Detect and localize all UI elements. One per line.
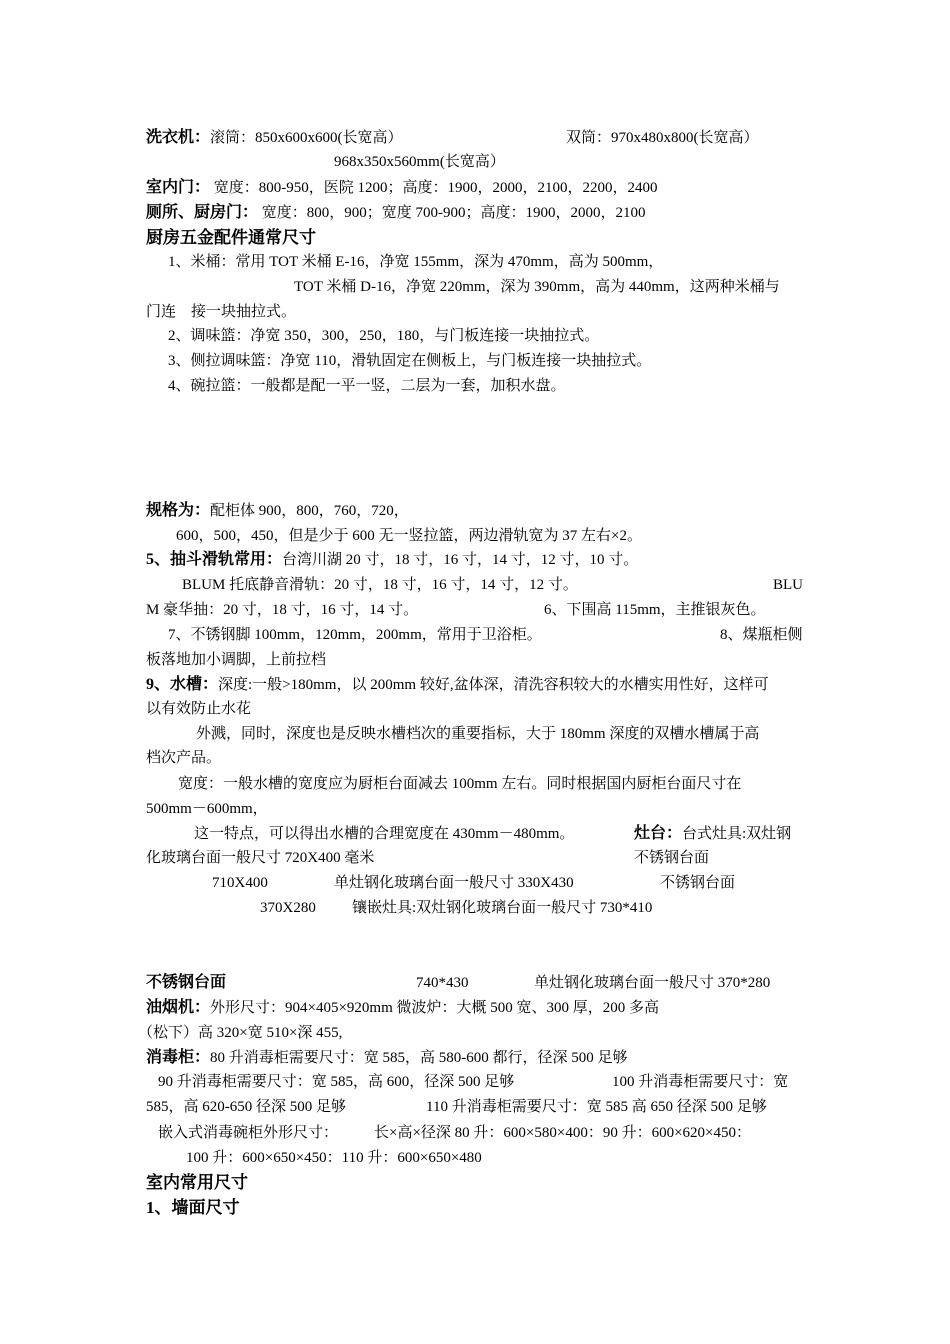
- hood-l2: （松下）高 320×宽 510×深 455,: [138, 1025, 343, 1041]
- item-7: 7、不锈钢脚 100mm，120mm，200mm，常用于卫浴柜。: [168, 627, 542, 643]
- hood-line-1: [146, 996, 810, 1020]
- cabinet-l2b: 100 升消毒柜需要尺寸：宽: [612, 1074, 789, 1090]
- hood-l1: 外形尺寸：904×405×920mm 微波炉：大概 500 宽、300 厚，200 多高: [210, 1000, 660, 1016]
- washer-label: 洗衣机：: [146, 129, 211, 146]
- cabinet-label: 消毒柜：: [146, 1049, 211, 1066]
- item-7-line: [168, 623, 832, 647]
- sink-l2: 以有效防止水花: [146, 701, 252, 717]
- sink-l1: 深度:一般>180mm，以 200mm 较好,盆体深，清洗容积较大的水槽实用性好，这样可: [218, 677, 769, 693]
- toilet-door-text: 宽度：800，900；宽度 700-900；高度：1900，2000，2100: [261, 205, 646, 221]
- cabinet-l4a: 嵌入式消毒碗柜外形尺寸：: [158, 1125, 339, 1141]
- steel-a: 740*430: [416, 975, 469, 991]
- stove-label: 灶台：: [634, 825, 683, 842]
- rice-line-1: 1、米桶：常用 TOT 米桶 E-16，净宽 155mm，深为 470mm，高为 500mm，: [168, 254, 664, 270]
- sink-l4: 档次产品。: [146, 750, 222, 766]
- stove-l2b: 不锈钢台面: [634, 850, 710, 866]
- stove-line-2: [146, 846, 810, 870]
- cabinet-line-3: [146, 1095, 810, 1119]
- sink-l7: 这一特点，可以得出水槽的合理宽度在 430mm－480mm。: [194, 826, 575, 842]
- sink-stove-line: [194, 822, 858, 846]
- washer-third: 968x350x560mm(长宽高）: [334, 154, 505, 170]
- item-6: 6、下围高 115mm，主推银灰色。: [544, 602, 766, 618]
- sink-l6: 500mm－600mm，: [146, 801, 268, 817]
- spec-line: [146, 499, 810, 523]
- indoor-door-text: 宽度：800-950，医院 1200；高度：1900，2000，2100，2200，2400: [213, 180, 658, 196]
- stove-l4a: 370X280: [260, 900, 316, 916]
- drawer-label: 5、抽斗滑轨常用：: [146, 551, 283, 568]
- spec-text-2: 600，500，450，但是少于 600 无一竖拉篮，两边滑轨宽为 37 左右×2。: [176, 528, 642, 544]
- blum-text-1: BLUM 托底静音滑轨：20 寸，18 寸，16 寸，14 寸，12 寸。: [182, 577, 578, 593]
- blum-text-2: M 豪华抽：20 寸，18 寸，16 寸，14 寸。: [146, 602, 419, 618]
- spec-text-1: 配柜体 900，800，760，720，: [210, 503, 409, 519]
- cabinet-l4b: 长×高×径深 80 升：600×580×400：90 升：600×620×450：: [374, 1125, 752, 1141]
- cabinet-l3b: 110 升消毒柜需要尺寸：宽 585 高 650 径深 500 足够: [426, 1099, 767, 1115]
- steel-line: [146, 971, 810, 995]
- item-4: 4、碗拉篮：一般都是配一平一竖，二层为一套，加积水盘。: [168, 378, 566, 394]
- sink-line-1: [146, 673, 810, 697]
- item-8b: 板落地加小调脚，上前拉档: [146, 652, 327, 668]
- item-3: 3、侧拉调味篮：净宽 110，滑轨固定在侧板上，与门板连接一块抽拉式。: [168, 353, 652, 369]
- blum-line: [182, 573, 846, 597]
- indoor-door-line: [146, 176, 810, 200]
- drawer-text: 台湾川湖 20 寸，18 寸，16 寸，14 寸，12 寸，10 寸。: [282, 552, 639, 568]
- item-2: 2、调味篮：净宽 350，300，250，180，与门板连接一块抽拉式。: [168, 328, 600, 344]
- spec-label: 规格为：: [146, 502, 211, 519]
- indoor-subtitle: 1、墙面尺寸: [146, 1198, 240, 1217]
- rice-line-3: 门连 接一块抽拉式。: [146, 304, 297, 320]
- cabinet-l2a: 90 升消毒柜需要尺寸：宽 585，高 600，径深 500 足够: [158, 1074, 515, 1090]
- sink-l3: 外溅，同时，深度也是反映水槽档次的重要指标，大于 180mm 深度的双槽水槽属于高: [196, 726, 760, 742]
- washer-line: [146, 126, 810, 150]
- sink-label: 9、水槽：: [146, 676, 219, 693]
- indoor-door-label: 室内门：: [146, 179, 211, 196]
- stove-l2: 化玻璃台面一般尺寸 720X400 毫米: [146, 850, 375, 866]
- toilet-door-line: [146, 201, 810, 225]
- steel-b: 单灶钢化玻璃台面一般尺寸 370*280: [534, 975, 771, 991]
- item-8a: 8、煤瓶柜侧: [720, 627, 803, 643]
- hood-label: 油烟机：: [146, 999, 211, 1016]
- toilet-door-label: 厕所、厨房门：: [146, 204, 259, 221]
- sink-l5: 宽度：一般水槽的宽度应为厨柜台面减去 100mm 左右。同时根据国内厨柜台面尺寸在: [178, 776, 742, 792]
- stove-first: [634, 822, 791, 846]
- indoor-title: 室内常用尺寸: [146, 1173, 248, 1192]
- stove-l4b: 镶嵌灶具:双灶钢化玻璃台面一般尺寸 730*410: [352, 900, 653, 916]
- cabinet-l5: 100 升：600×650×450：110 升：600×650×480: [186, 1150, 482, 1166]
- cabinet-l1: 80 升消毒柜需要尺寸：宽 585，高 580-600 都行，径深 500 足够: [210, 1050, 628, 1066]
- cabinet-l3a: 585，高 620-650 径深 500 足够: [146, 1099, 346, 1115]
- stove-l3b: 单灶钢化玻璃台面一般尺寸 330X430: [334, 875, 574, 891]
- washer-drum: 滚筒：850x600x600(长宽高）: [210, 130, 403, 146]
- cabinet-line-2: [158, 1070, 822, 1094]
- hardware-title: 厨房五金配件通常尺寸: [146, 228, 316, 247]
- stove-l1: 台式灶具:双灶钢: [682, 826, 792, 842]
- blum-line-2: [146, 598, 810, 622]
- steel-label: 不锈钢台面: [146, 974, 227, 991]
- cabinet-line-1: [146, 1046, 810, 1070]
- cabinet-line-4: [158, 1121, 822, 1145]
- stove-l3a: 710X400: [212, 875, 268, 891]
- blum-split: BLU: [773, 577, 803, 593]
- washer-twin: 双筒：970x480x800(长宽高）: [566, 130, 759, 146]
- stove-l3c: 不锈钢台面: [660, 875, 736, 891]
- rice-line-2: TOT 米桶 D-16，净宽 220mm，深为 390mm，高为 440mm，这两种米桶与: [294, 279, 780, 295]
- drawer-line: [146, 548, 810, 572]
